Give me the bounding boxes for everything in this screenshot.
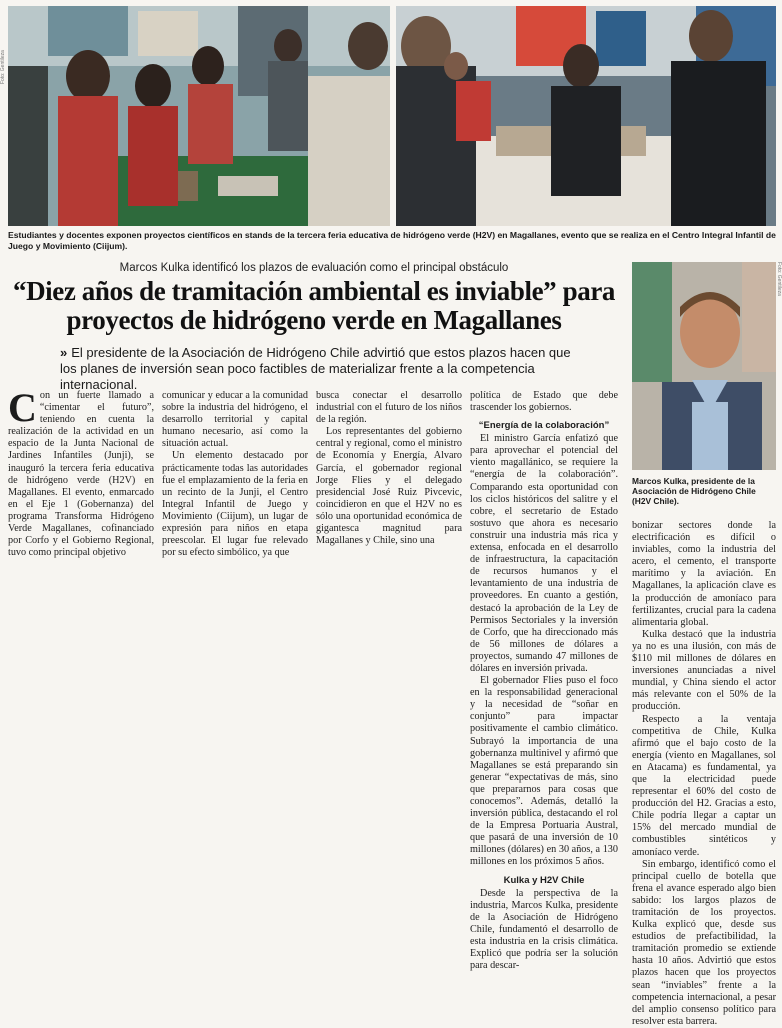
photo-docents-image: [396, 6, 776, 226]
photo-marcos-kulka: [632, 262, 776, 470]
photo-credit-left: Foto: Gentileza: [0, 50, 6, 84]
photo-students-image: [8, 6, 390, 226]
paragraph: Respecto a la ventaja competitiva de Chile, Kulka afirmó que el bajo costo de la energía (viento en Magallanes, sol en Atacama) es fundamental, ya que la electricidad puede representar el 60% del costo de producción del H2. Gracias a esto, Chile podría llegar a captar un 15% del mercado mundial de combustibles sintéticos y amoníaco verde.: [632, 713, 776, 858]
paragraph: Sin embargo, identificó como el principal cuello de botella que frena el avance esperado algo bien sabido: los largos plazos de tramitación de los proyectos. Kulka explicó que, desde sus estudios de prefactibilidad, la tramitación promedio se extiende hasta 10 años. Advirtió que estos plazos hacen que los proyectos sean “inviables” frente a la competencia internacional, a pesar del amplio consenso político para resolver esta barrera.: [632, 858, 776, 1027]
paragraph: Un elemento destacado por prácticamente todas las autoridades fue el emplazamiento de la feria en un recinto de la Junji, el Centro Integral Infantil de Juego y Movimiento (Ciijum), un lugar de expresión para niños en etapa preescolar. El lugar fue relevado por su efecto simbólico, ya que: [162, 450, 308, 559]
article-kicker: Marcos Kulka identificó los plazos de evaluación como el principal obstáculo: [119, 262, 509, 274]
article-column-4: [470, 390, 618, 972]
article-column-2: [162, 390, 308, 559]
paragraph: Kulka destacó que la industria ya no es una ilusión, con más de $110 mil millones de dólares en inversiones anunciadas a nivel mundial, y China siendo el actor más relevante con el 50% de la producción.: [632, 628, 776, 713]
paragraph: Los representantes del gobierno central y regional, como el ministro de Economía y Energía, Alvaro García, el gobernador regional Jorge Flies y el delegado presidencial José Ruiz Pivcevic, coincidieron en que el H2V no es sólo una oportunidad económica de gigantesca magnitud para Magallanes y Chile, sino una: [316, 426, 462, 547]
deck-arrow-icon: »: [60, 345, 68, 360]
paragraph: El gobernador Flies puso el foco en la responsabilidad generacional y la necesidad de “soñar en conjunto” para impactar positivamente el cambio climático. Subrayó la importancia de una gobernanza multinivel y afirmó que Magallanes se está preparando sin generar “expectativas de más, sino que prepararnos para cosas que conocemos”. Además, detalló la inversión pública, destacando el rol de la Empresa Portuaria Austral, que pasará de una inversión de 10 millones (dólares) en 30 años, a 130 millones en los próximos 5 años.: [470, 675, 618, 868]
photo-caption-portrait: Marcos Kulka, presidente de la Asociación de Hidrógeno Chile (H2V Chile).: [632, 476, 756, 506]
photo-caption-top: Estudiantes y docentes exponen proyectos científicos en stands de la tercera feria educativa de hidrógeno verde (H2V) en Magallanes, evento que se realiza en el Centro Integral Infantil de Juego y Movimiento (Ciijum).: [8, 230, 776, 251]
photo-credit-right: Foto: Gentileza: [776, 262, 782, 296]
article-headline: “Diez años de tramitación ambiental es inviable” para proyectos de hidrógeno verde en Magallanes: [12, 276, 615, 335]
article-column-3: [316, 390, 462, 547]
photo-students-stand: [8, 6, 390, 226]
paragraph: Con un fuerte llamado a “cimentar el futuro”, teniendo en cuenta la realización de la actividad en un espacio de la Junta Nacional de Jardines Infantiles (Junji), se inauguró la tercera feria educativa de hidrógeno verde (H2V) en Magallanes. El evento, enmarcado en el Eje 1 (Gobernanza) del programa Transforma Hidrógeno Verde Magallanes, cofinanciado por Corfo y el Gobierno Regional, tuvo como principal objetivo: [8, 385, 154, 559]
photo-docents-stand: [396, 6, 776, 226]
subheading-energia: “Energía de la colaboración”: [478, 420, 610, 432]
paragraph: busca conectar el desarrollo industrial con el futuro de los niños de la región.: [316, 390, 462, 426]
article-column-1: [8, 385, 154, 559]
paragraph: política de Estado que debe trascender los gobiernos.: [470, 390, 618, 414]
paragraph: El ministro García enfatizó que para aprovechar el potencial del viento magallánico, se requiere la “energía de la colaboración”. Comparando esta oportunidad con los ciclos históricos del salitre y el cobre, el secretario de Estado sostuvo que ahora es necesario construir una industria más rica y extensa, enfocada en el desarrollo de infraestructura, la capacitación de recursos humanos y el levantamiento de una industria de proveedores. En cuanto a gestión, destacó la aprobación de la Ley de Permisos Sectoriales y la inversión de Corfo, que ha direccionado más de 56 millones de dólares a proyectos, sumando 47 millones de dólares en inversión privada.: [470, 433, 618, 674]
dropcap: C: [8, 385, 37, 430]
deck-text: El presidente de la Asociación de Hidrógeno Chile advirtió que estos plazos hacen que los planes de inversión sean poco factibles de materializar frente a la competencia internacional.: [60, 345, 571, 392]
paragraph: comunicar y educar a la comunidad sobre la industria del hidrógeno, el desarrollo territorial y capital humano necesario, así como la situación actual.: [162, 390, 308, 450]
subheading-kulka: Kulka y H2V Chile: [503, 874, 585, 886]
article-column-5: [632, 520, 776, 1028]
photo-portrait-image: [632, 262, 776, 470]
article-deck: [60, 345, 580, 393]
paragraph: bonizar sectores donde la electrificación es difícil o inviables, como la industria del acero, el cemento, el transporte marítimo y la aviación. En Magallanes, la aplicación clave es la producción de amoníaco para fertilizantes, crucial para la cadena alimentaria global.: [632, 520, 776, 628]
paragraph: Desde la perspectiva de la industria, Marcos Kulka, presidente de la Asociación de Hidrógeno Chile, fundamentó el desarrollo de esta industria en la crisis climática. Explicó que podría ser la solución para descar-: [470, 887, 618, 972]
